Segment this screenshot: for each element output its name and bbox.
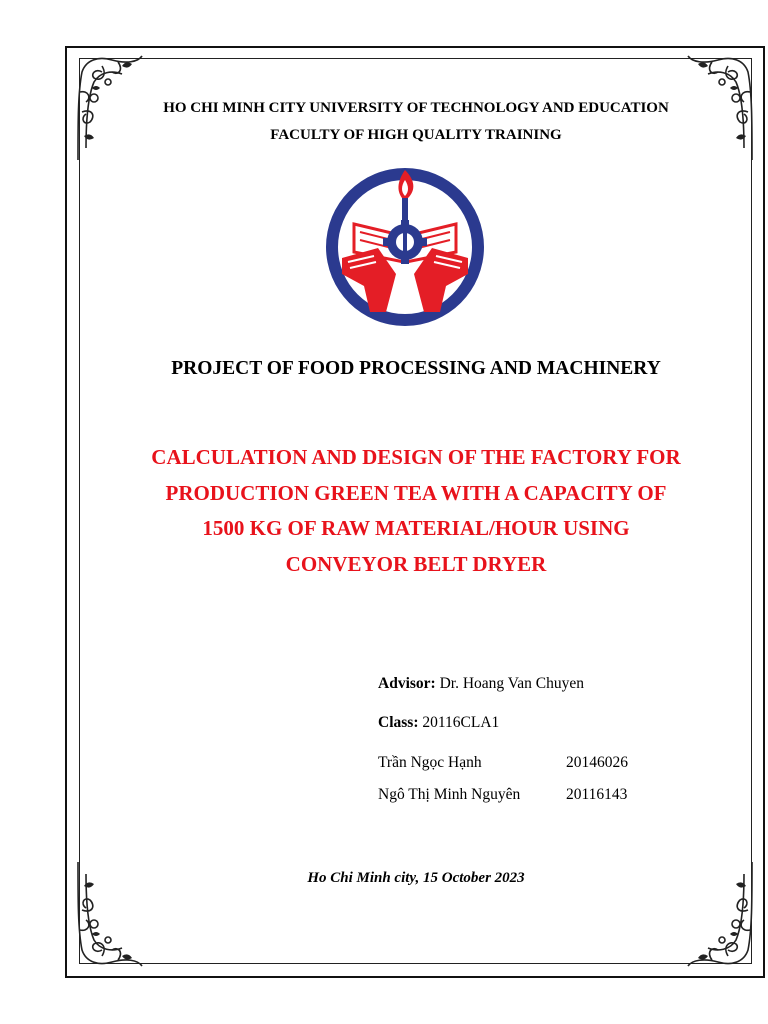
university-name: HO CHI MINH CITY UNIVERSITY OF TECHNOLOGY AND EDUCATION [163,100,669,116]
thesis-title-line: CONVEYOR BELT DRYER [285,551,547,576]
advisor-value: Dr. Hoang Van Chuyen [439,675,584,692]
class-label: Class: [378,714,419,731]
thesis-title-line: 1500 KG OF RAW MATERIAL/HOUR USING [202,516,630,540]
member-name: Trần Ngọc Hạnh [378,754,482,771]
advisor-label: Advisor: [378,675,436,692]
class-row [378,714,499,732]
advisor-row [378,675,584,693]
university-logo-icon [320,162,490,332]
thesis-title [66,440,766,582]
class-value: 20116CLA1 [422,714,500,731]
member-id: 20116143 [566,786,628,803]
thesis-title-line: PRODUCTION GREEN TEA WITH A CAPACITY OF [165,480,667,505]
member-name: Ngô Thị Minh Nguyên [378,786,521,803]
thesis-title-line: CALCULATION AND DESIGN OF THE FACTORY FOR [151,445,681,469]
faculty-name: FACULTY OF HIGH QUALITY TRAINING [270,127,562,143]
member-id: 20146026 [566,754,628,771]
project-label: PROJECT OF FOOD PROCESSING AND MACHINERY [171,358,661,379]
date-line: Ho Chi Minh city, 15 October 2023 [307,870,525,886]
